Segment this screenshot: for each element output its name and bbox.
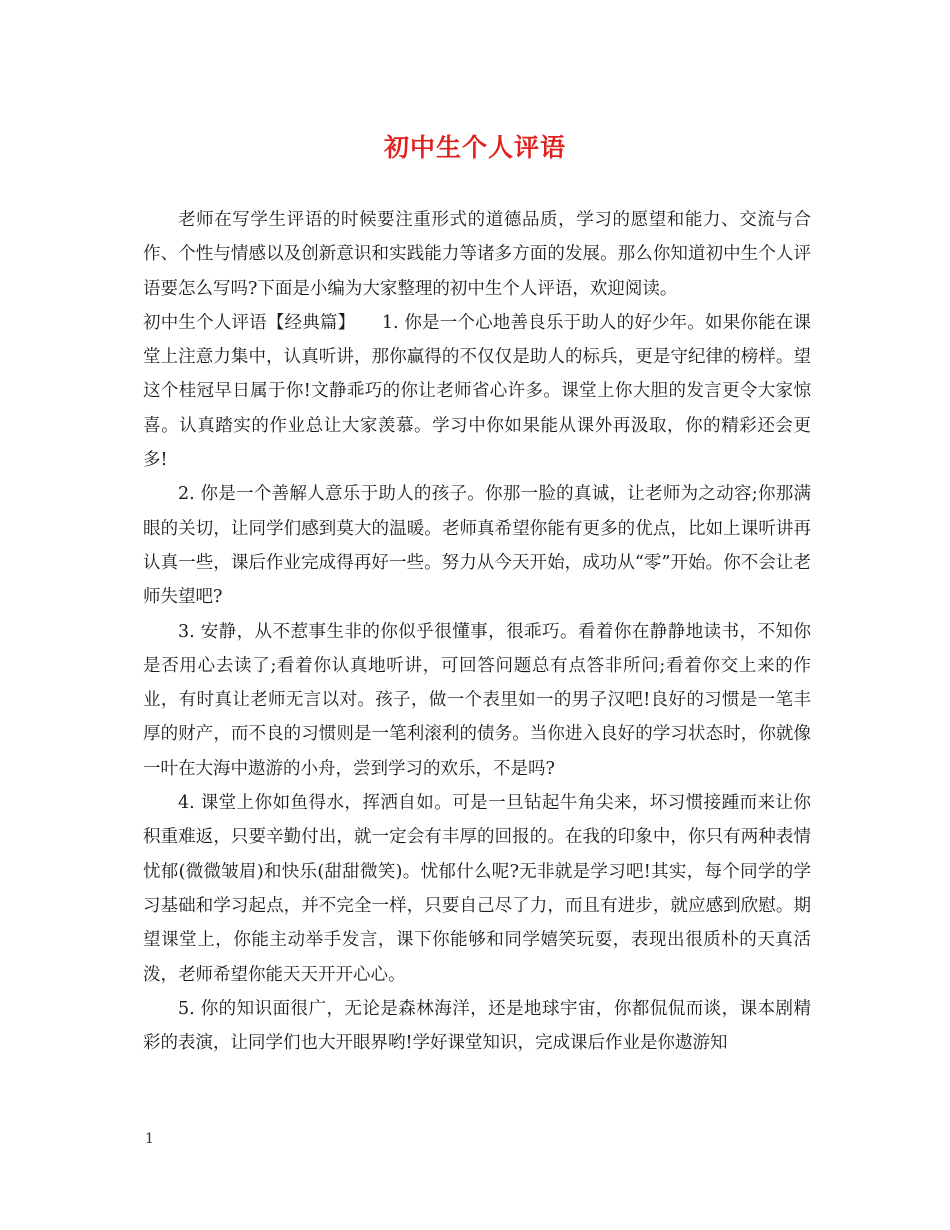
page-number: 1: [145, 1131, 154, 1147]
paragraph-comment-3: 3. 安静，从不惹事生非的你似乎很懂事，很乖巧。看着你在静静地读书，不知你是否用心去读了;看着你认真地听讲，可回答问题总有点答非所问;看着你交上来的作业，有时真让老师无言以对。孩子，做一个表里如一的男子汉吧!良好的习惯是一笔丰厚的财产，而不良的习惯则是一笔利滚利的债务。当你进入良好的学习状态时，你就像一叶在大海中遨游的小舟，尝到学习的欢乐，不是吗?: [143, 621, 811, 779]
paragraph-comment-2: 2. 你是一个善解人意乐于助人的孩子。你那一脸的真诚，让老师为之动容;你那满眼的关切，让同学们感到莫大的温暖。老师真希望你能有更多的优点，比如上课听讲再认真一些，课后作业完成得再好一些。努力从今天开始，成功从“零”开始。你不会让老师失望吧?: [143, 484, 811, 608]
paragraph-comment-1: 初中生个人评语【经典篇】 1. 你是一个心地善良乐于助人的好少年。如果你能在课堂上注意力集中，认真听讲，那你赢得的不仅仅是助人的标兵，更是守纪律的榜样。望这个桂冠早日属于你!文静乖巧的你让老师省心许多。课堂上你大胆的发言更令大家惊喜。认真踏实的作业总让大家羡慕。学习中你如果能从课外再汲取，你的精彩还会更多!: [143, 312, 811, 471]
paragraph-comment-4: 4. 课堂上你如鱼得水，挥洒自如。可是一旦钻起牛角尖来，坏习惯接踵而来让你积重难返，只要辛勤付出，就一定会有丰厚的回报的。在我的印象中，你只有两种表情忧郁(微微皱眉)和快乐(甜甜微笑)。忧郁什么呢?无非就是学习吧!其实，每个同学的学习基础和学习起点，并不完全一样，只要自己尽了力，而且有进步，就应感到欣慰。期望课堂上，你能主动举手发言，课下你能够和同学嬉笑玩耍，表现出很质朴的天真活泼，老师希望你能天天开开心心。: [143, 793, 811, 985]
document-title: 初中生个人评语: [383, 133, 566, 162]
paragraph-intro: 老师在写学生评语的时候要注重形式的道德品质，学习的愿望和能力、交流与合作、个性与情感以及创新意识和实践能力等诸多方面的发展。那么你知道初中生个人评语要怎么写吗?下面是小编为大家整理的初中生个人评语，欢迎阅读。: [143, 210, 811, 299]
document-body: [143, 203, 811, 1060]
paragraph-comment-5: 5. 你的知识面很广，无论是森林海洋，还是地球宇宙，你都侃侃而谈，课本剧精彩的表演，让同学们也大开眼界哟!学好课堂知识，完成课后作业是你遨游知: [143, 998, 811, 1054]
